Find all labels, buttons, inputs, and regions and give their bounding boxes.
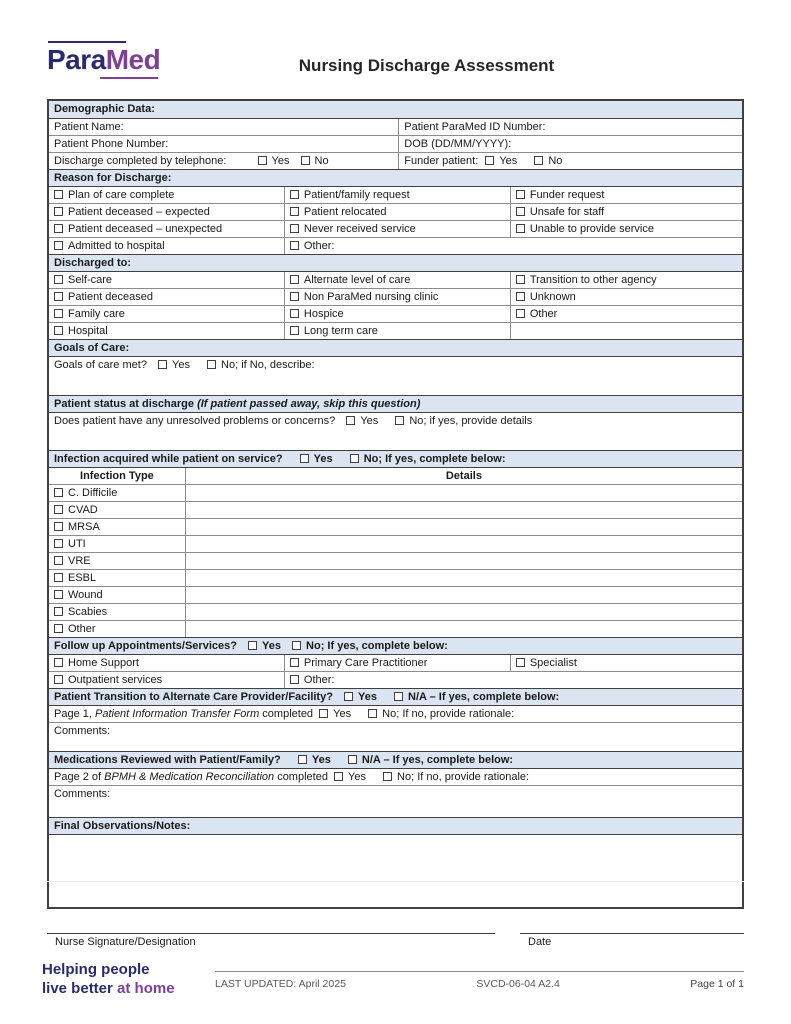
- table-row: [49, 785, 742, 817]
- option-label: Other:: [303, 240, 335, 252]
- section-title: Goals of Care:: [54, 342, 130, 354]
- logo-underline: [100, 77, 158, 79]
- checkbox-transition-form-yes[interactable]: [319, 709, 328, 718]
- nurse-signature-line[interactable]: [47, 933, 495, 948]
- infection-type-label: C. Difficile: [68, 487, 118, 499]
- follow-option: [49, 672, 284, 688]
- option-label: Alternate level of care: [303, 274, 411, 286]
- checkbox-goals-yes[interactable]: [158, 360, 167, 369]
- table-row: [49, 186, 742, 203]
- no-label: No: [548, 155, 563, 167]
- infection-row: [49, 569, 742, 586]
- checkbox-goals-no[interactable]: [207, 360, 216, 369]
- yes-label: Yes: [333, 708, 352, 720]
- line-mid: completed: [262, 708, 314, 720]
- transition-no-text: No; If no, provide rationale:: [382, 708, 515, 720]
- option-label: Other:: [303, 674, 335, 686]
- page-title: Nursing Discharge Assessment: [298, 56, 555, 75]
- table-row: [49, 768, 742, 785]
- checkbox[interactable]: [290, 241, 299, 250]
- discharge-form-table: [47, 99, 744, 909]
- form-name-italic: BPMH & Medication Reconciliation: [104, 771, 275, 783]
- checkbox[interactable]: [54, 505, 63, 514]
- checkbox-funder-no[interactable]: [534, 156, 543, 165]
- section-title: [49, 752, 742, 768]
- reason-option: [284, 221, 510, 237]
- checkbox[interactable]: [54, 624, 63, 633]
- follow-option-other[interactable]: [284, 672, 742, 688]
- section-title: Reason for Discharge:: [54, 172, 172, 184]
- line-prefix: Page 1,: [54, 708, 92, 720]
- reason-option: [284, 204, 510, 220]
- infection-row: [49, 484, 742, 501]
- reason-option: [510, 204, 742, 220]
- table-row: [49, 118, 742, 135]
- checkbox-status-yes[interactable]: [346, 416, 355, 425]
- date-line[interactable]: [520, 933, 744, 948]
- option-label: Patient/family request: [303, 189, 410, 201]
- tagline-line2: [42, 979, 175, 998]
- discharged-option: [284, 272, 510, 288]
- details-input-cell[interactable]: [185, 553, 742, 569]
- goals-answer-area[interactable]: [49, 357, 742, 395]
- infection-header-text: Infection acquired while patient on service?: [54, 453, 283, 465]
- yes-label: Yes: [313, 453, 333, 465]
- discharged-option: [49, 289, 284, 305]
- checkbox[interactable]: [54, 522, 63, 531]
- infection-type-cell: [49, 553, 185, 569]
- status-header-note: (If patient passed away, skip this question): [197, 398, 421, 410]
- checkbox[interactable]: [290, 275, 299, 284]
- option-label: Unknown: [529, 291, 576, 303]
- checkbox[interactable]: [516, 292, 525, 301]
- section-title: Final Observations/Notes:: [54, 820, 191, 832]
- patient-name-field[interactable]: Patient Name:: [54, 121, 124, 133]
- final-notes-area[interactable]: [49, 835, 742, 907]
- discharged-option: [284, 323, 510, 339]
- infection-type-label: UTI: [68, 538, 86, 550]
- follow-option: [49, 655, 284, 671]
- option-label: Hospital: [68, 325, 108, 337]
- checkbox-meds-yes[interactable]: [298, 755, 307, 764]
- option-label: Never received service: [303, 223, 416, 235]
- checkbox-meds-form-no[interactable]: [383, 772, 392, 781]
- section-demographic-header: [49, 101, 742, 118]
- checkbox[interactable]: [54, 539, 63, 548]
- table-row: [49, 220, 742, 237]
- infection-type-cell: [49, 536, 185, 552]
- follow-option: [284, 655, 510, 671]
- checkbox-follow-no[interactable]: [292, 641, 301, 650]
- column-header-details: Details: [185, 468, 742, 484]
- option-label: Unable to provide service: [529, 223, 654, 235]
- checkbox[interactable]: [54, 207, 63, 216]
- details-input-cell[interactable]: [185, 536, 742, 552]
- checkbox[interactable]: [290, 207, 299, 216]
- reason-option: [510, 221, 742, 237]
- checkbox[interactable]: [290, 190, 299, 199]
- line-prefix: Page 2 of: [54, 771, 102, 783]
- infection-type-label: Other: [68, 623, 96, 635]
- empty-cell: [510, 323, 742, 339]
- yes-label: Yes: [358, 691, 377, 703]
- section-title: [49, 638, 742, 654]
- section-meds-header: [49, 751, 742, 768]
- infection-type-cell: [49, 621, 185, 637]
- reason-option-other[interactable]: [284, 238, 742, 254]
- infection-row: [49, 501, 742, 518]
- checkbox[interactable]: [290, 292, 299, 301]
- status-no-text: No; if yes, provide details: [409, 415, 533, 427]
- option-label: Funder request: [529, 189, 605, 201]
- checkbox[interactable]: [54, 658, 63, 667]
- infection-type-cell: [49, 570, 185, 586]
- table-row: [49, 834, 742, 907]
- details-input-cell[interactable]: [185, 502, 742, 518]
- date-label: Date: [528, 936, 552, 948]
- checkbox-infection-yes[interactable]: [300, 454, 309, 463]
- option-label: Transition to other agency: [529, 274, 657, 286]
- checkbox-telephone-no[interactable]: [301, 156, 310, 165]
- follow-header-text: Follow up Appointments/Services?: [54, 640, 237, 652]
- yes-label: Yes: [311, 754, 331, 766]
- table-row: [49, 305, 742, 322]
- discharged-option: [284, 306, 510, 322]
- checkbox[interactable]: [516, 207, 525, 216]
- checkbox[interactable]: [54, 292, 63, 301]
- checkbox[interactable]: [54, 275, 63, 284]
- comments-label: Comments:: [54, 725, 111, 737]
- infection-type-label: CVAD: [68, 504, 98, 516]
- signature-block: [47, 933, 744, 948]
- discharged-option: [49, 272, 284, 288]
- reason-option: [510, 187, 742, 203]
- checkbox[interactable]: [290, 658, 299, 667]
- transition-na-text: N/A – If yes, complete below:: [408, 691, 560, 703]
- option-label: Admitted to hospital: [68, 240, 165, 252]
- checkbox[interactable]: [516, 275, 525, 284]
- goals-no-text: No; if No, describe:: [221, 359, 315, 371]
- document-code: SVCD-06-04 A2.4: [476, 978, 560, 990]
- follow-option: [510, 655, 742, 671]
- reason-option: [49, 238, 284, 254]
- yes-label: Yes: [499, 155, 518, 167]
- follow-no-text: No; If yes, complete below:: [306, 640, 448, 652]
- option-label: Specialist: [529, 657, 577, 669]
- checkbox[interactable]: [54, 488, 63, 497]
- section-infection-header: [49, 450, 742, 467]
- option-label: Unsafe for staff: [529, 206, 605, 218]
- section-goals-header: [49, 339, 742, 356]
- logo-text-med: Med: [105, 44, 161, 75]
- checkbox[interactable]: [54, 675, 63, 684]
- option-label: Home Support: [68, 657, 139, 669]
- page-number: Page 1 of 1: [690, 978, 744, 990]
- option-label: Long term care: [303, 325, 378, 337]
- checkbox[interactable]: [290, 675, 299, 684]
- yes-label: Yes: [348, 771, 366, 783]
- brand-tagline: [42, 960, 175, 998]
- checkbox-transition-form-no[interactable]: [368, 709, 377, 718]
- section-follow-header: [49, 637, 742, 654]
- infection-type-cell: [49, 519, 185, 535]
- transition-header-text: Patient Transition to Alternate Care Provider/Facility?: [54, 691, 333, 703]
- checkbox[interactable]: [54, 590, 63, 599]
- checkbox[interactable]: [54, 309, 63, 318]
- checkbox-infection-no[interactable]: [350, 454, 359, 463]
- checkbox[interactable]: [54, 607, 63, 616]
- telephone-discharge-label: Discharge completed by telephone:: [54, 155, 227, 167]
- table-row: [49, 671, 742, 688]
- line-mid: completed: [277, 771, 328, 783]
- table-row: [49, 135, 742, 152]
- table-row: [49, 288, 742, 305]
- meds-comments-area[interactable]: [49, 786, 742, 817]
- table-row: [49, 705, 742, 722]
- table-row: [49, 237, 742, 254]
- infection-type-label: Wound: [68, 589, 103, 601]
- checkbox[interactable]: [54, 224, 63, 233]
- no-label: No: [314, 155, 329, 167]
- option-label: Patient deceased: [68, 291, 154, 303]
- yes-label: Yes: [360, 415, 379, 427]
- checkbox-follow-yes[interactable]: [248, 641, 257, 650]
- table-row: [49, 322, 742, 339]
- status-answer-area[interactable]: [49, 413, 742, 450]
- discharged-option: [510, 306, 742, 322]
- checkbox-meds-form-yes[interactable]: [334, 772, 343, 781]
- checkbox-funder-yes[interactable]: [485, 156, 494, 165]
- checkbox[interactable]: [516, 658, 525, 667]
- checkbox[interactable]: [54, 326, 63, 335]
- checkbox[interactable]: [516, 224, 525, 233]
- section-transition-header: [49, 688, 742, 705]
- option-label: Hospice: [303, 308, 344, 320]
- patient-phone-field[interactable]: Patient Phone Number:: [54, 138, 169, 150]
- table-row: [49, 654, 742, 671]
- yes-label: Yes: [262, 640, 281, 652]
- checkbox[interactable]: [54, 241, 63, 250]
- dob-field[interactable]: DOB (DD/MM/YYYY):: [398, 136, 742, 152]
- discharged-option: [510, 272, 742, 288]
- meds-na-text: N/A – If yes, complete below:: [361, 754, 514, 766]
- table-row: [49, 412, 742, 450]
- details-input-cell[interactable]: [185, 485, 742, 501]
- option-label: Other: [529, 308, 558, 320]
- option-label: Plan of care complete: [68, 189, 175, 201]
- infection-row: [49, 552, 742, 569]
- infection-row: [49, 535, 742, 552]
- table-row: [49, 722, 742, 751]
- table-row: [49, 203, 742, 220]
- infection-type-label: VRE: [68, 555, 91, 567]
- checkbox-telephone-yes[interactable]: [258, 156, 267, 165]
- section-final-header: [49, 817, 742, 834]
- section-status-header: [49, 395, 742, 412]
- checkbox[interactable]: [54, 190, 63, 199]
- checkbox-status-no[interactable]: [395, 416, 404, 425]
- status-question: Does patient have any unresolved problems or concerns?: [54, 415, 336, 427]
- goals-question: Goals of care met?: [54, 359, 147, 371]
- option-label: Patient deceased – expected: [68, 206, 210, 218]
- checkbox[interactable]: [516, 309, 525, 318]
- details-input-cell[interactable]: [185, 587, 742, 603]
- checkbox[interactable]: [290, 326, 299, 335]
- footer-divider: [215, 971, 744, 972]
- transition-comments-area[interactable]: [49, 723, 742, 751]
- checkbox-transition-na[interactable]: [394, 692, 403, 701]
- checkbox[interactable]: [54, 556, 63, 565]
- telephone-discharge-cell: [49, 153, 398, 169]
- table-row: [49, 152, 742, 169]
- infection-type-label: MRSA: [68, 521, 100, 533]
- section-title: Discharged to:: [54, 257, 132, 269]
- table-row: [49, 271, 742, 288]
- funder-patient-cell: [398, 153, 742, 169]
- tagline-line1: Helping people: [42, 961, 150, 978]
- discharged-option: [49, 323, 284, 339]
- section-reason-header: [49, 169, 742, 186]
- infection-type-label: Scabies: [68, 606, 108, 618]
- discharged-option: [284, 289, 510, 305]
- patient-id-field[interactable]: Patient ParaMed ID Number:: [398, 119, 742, 135]
- yes-label: Yes: [172, 359, 190, 371]
- infection-type-cell: [49, 604, 185, 620]
- infection-row: [49, 518, 742, 535]
- form-name-italic: Patient Information Transfer Form: [94, 708, 260, 720]
- checkbox-transition-yes[interactable]: [344, 692, 353, 701]
- reason-option: [49, 187, 284, 203]
- option-label: Outpatient services: [68, 674, 163, 686]
- comments-label: Comments:: [54, 788, 111, 800]
- checkbox[interactable]: [290, 224, 299, 233]
- infection-row: [49, 603, 742, 620]
- details-input-cell[interactable]: [185, 621, 742, 637]
- column-header-infection-type: Infection Type: [80, 470, 154, 482]
- checkbox-meds-na[interactable]: [348, 755, 357, 764]
- reason-option: [49, 204, 284, 220]
- details-input-cell[interactable]: [185, 604, 742, 620]
- meds-header-text: Medications Reviewed with Patient/Family?: [54, 754, 281, 766]
- last-updated: LAST UPDATED: April 2025: [215, 978, 346, 990]
- reason-option: [49, 221, 284, 237]
- yes-label: Yes: [271, 155, 290, 167]
- section-title: [49, 689, 742, 705]
- checkbox[interactable]: [54, 573, 63, 582]
- details-input-cell[interactable]: [185, 570, 742, 586]
- logo-text-para: Para: [47, 44, 106, 75]
- infection-type-label: ESBL: [68, 572, 97, 584]
- table-row: [49, 356, 742, 395]
- details-input-cell[interactable]: [185, 519, 742, 535]
- section-title: [49, 396, 742, 412]
- tagline-line2-navy: live better: [42, 980, 113, 997]
- section-title: [49, 451, 742, 467]
- transition-form-line: [49, 706, 742, 722]
- infection-no-text: No; If yes, complete below:: [363, 453, 506, 465]
- option-label: Non ParaMed nursing clinic: [303, 291, 439, 303]
- meds-form-line: [49, 769, 742, 785]
- infection-type-cell: [49, 485, 185, 501]
- footer-meta: [215, 978, 744, 990]
- option-label: Family care: [68, 308, 125, 320]
- infection-row: [49, 586, 742, 603]
- meds-no-text: No; If no, provide rationale:: [397, 771, 530, 783]
- funder-patient-label: Funder patient:: [404, 155, 479, 167]
- reason-option: [284, 187, 510, 203]
- logo-overline: [48, 41, 126, 43]
- infection-table-header: [49, 467, 742, 484]
- infection-type-cell: [49, 502, 185, 518]
- infection-type-cell: [49, 587, 185, 603]
- nurse-signature-label: Nurse Signature/Designation: [55, 936, 196, 948]
- status-header-text: Patient status at discharge: [54, 398, 194, 410]
- section-title: Demographic Data:: [54, 103, 155, 115]
- tagline-line2-purple: at home: [117, 980, 175, 997]
- checkbox[interactable]: [516, 190, 525, 199]
- option-label: Primary Care Practitioner: [303, 657, 428, 669]
- option-label: Patient relocated: [303, 206, 387, 218]
- section-discharged-header: [49, 254, 742, 271]
- option-label: Self-care: [68, 274, 113, 286]
- discharged-option: [49, 306, 284, 322]
- checkbox[interactable]: [290, 309, 299, 318]
- discharged-option: [510, 289, 742, 305]
- infection-row: [49, 620, 742, 637]
- option-label: Patient deceased – unexpected: [68, 223, 223, 235]
- divider: [47, 881, 744, 882]
